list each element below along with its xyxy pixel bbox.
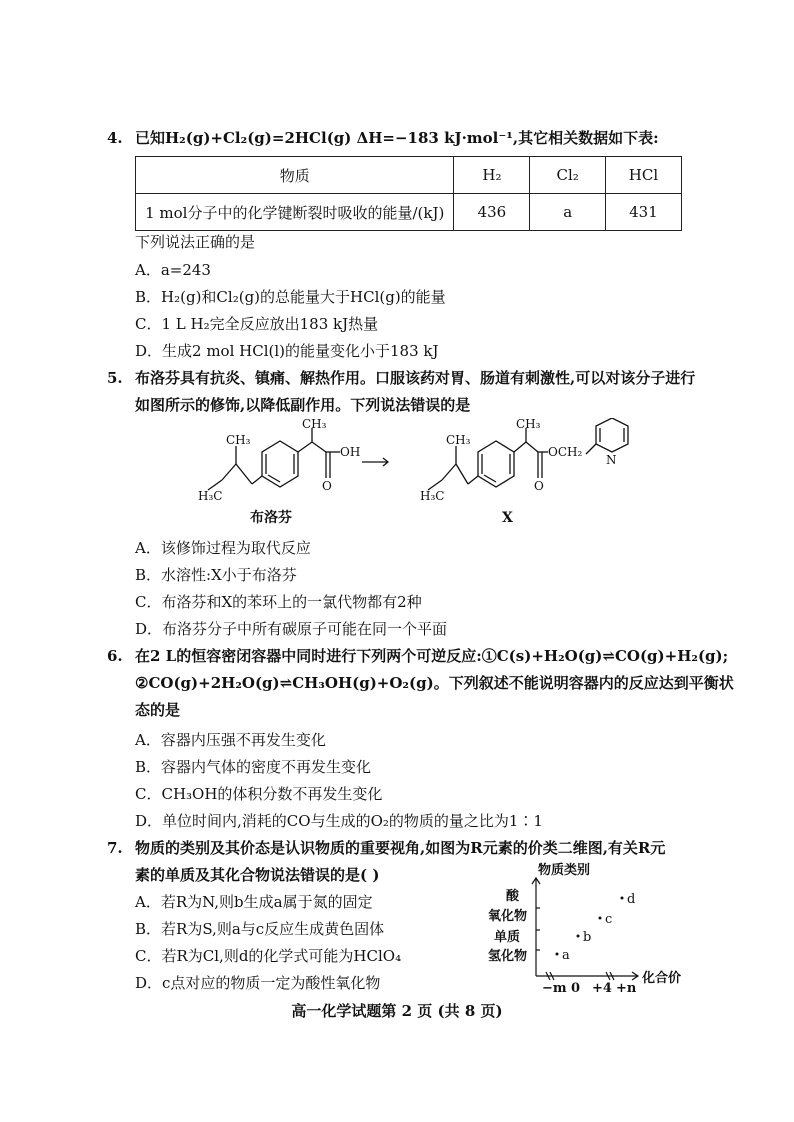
table-header-cell: Cl₂ <box>530 157 606 194</box>
valence-class-diagram <box>480 862 690 994</box>
q7-number: 7. <box>107 839 123 857</box>
q4-number: 4. <box>107 129 123 147</box>
y-category-oxide: 氧化物 <box>488 909 528 924</box>
ch3-top-label: CH₃ <box>516 418 541 431</box>
table-header-cell: 物质 <box>136 157 454 194</box>
q6-option-c: C．CH₃OH的体积分数不再发生变化 <box>135 785 383 803</box>
n-label: N <box>606 453 617 467</box>
x-tick-plus-n: +n <box>616 981 637 994</box>
q5-stem-line1: 布洛芬具有抗炎、镇痛、解热作用。口服该药对胃、肠道有刺激性,可以对该分子进行 <box>135 369 696 387</box>
page-footer: 高一化学试题第 2 页 (共 8 页) <box>291 1002 503 1020</box>
oh-label: OH <box>340 445 361 459</box>
q4-option-c: C．1 L H₂完全反应放出183 kJ热量 <box>135 315 379 333</box>
y-category-hydride: 氢化物 <box>488 949 528 964</box>
q5-option-d: D．布洛芬分子中所有碳原子可能在同一个平面 <box>135 620 448 638</box>
q5-option-a: A．该修饰过程为取代反应 <box>135 539 311 557</box>
energy-table <box>135 156 682 231</box>
ch3-top-label: CH₃ <box>302 418 327 431</box>
y-category-acid: 酸 <box>506 889 520 904</box>
q6-option-b: B．容器内气体的密度不再发生变化 <box>135 758 372 776</box>
table-row <box>136 194 682 231</box>
x-tick-neg-m: −m <box>542 981 567 994</box>
point-b-marker <box>577 935 580 938</box>
ibuprofen-structures <box>180 418 650 528</box>
q4-question: 下列说法正确的是 <box>135 233 256 251</box>
q4-stem: 已知H₂(g)+Cl₂(g)=2HCl(g) ΔH=−183 kJ·mol⁻¹,其它相关数据如下表: <box>135 129 659 147</box>
ch3-side-label: CH₃ <box>226 433 251 447</box>
point-c-marker <box>599 917 602 920</box>
point-d-label: d <box>627 892 636 907</box>
x-tick-zero: 0 <box>571 981 581 994</box>
q6-option-d: D．单位时间内,消耗的CO与生成的O₂的物质的量之比为1∶1 <box>135 812 543 830</box>
table-cell: a <box>530 194 606 231</box>
table-row-label: 1 mol分子中的化学键断裂时吸收的能量/(kJ) <box>136 194 454 231</box>
table-header-cell: HCl <box>605 157 681 194</box>
q7-option-d: D．c点对应的物质一定为酸性氧化物 <box>135 974 381 992</box>
chart-xlabel: 化合价 <box>642 971 682 986</box>
table-cell: 431 <box>605 194 681 231</box>
q7-option-b: B．若R为S,则a与c反应生成黄色固体 <box>135 920 385 938</box>
table-cell: 436 <box>454 194 530 231</box>
h3c-label: H₃C <box>420 489 445 503</box>
table-header-row <box>136 157 682 194</box>
q5-number: 5. <box>107 369 123 387</box>
point-a-label: a <box>562 948 570 963</box>
ch3-side-label: CH₃ <box>446 433 471 447</box>
q7-stem-line1: 物质的类别及其价态是认识物质的重要视角,如图为R元素的价类二维图,有关R元 <box>135 839 666 857</box>
q5-stem-line2: 如图所示的修饰,以降低副作用。下列说法错误的是 <box>135 396 471 414</box>
q7-option-c: C．若R为Cl,则d的化学式可能为HClO₄ <box>135 947 402 965</box>
q4-option-d: D．生成2 mol HCl(l)的能量变化小于183 kJ <box>135 342 439 360</box>
q7-option-a: A．若R为N,则b生成a属于氮的固定 <box>135 893 373 911</box>
q6-stem-line1: 在2 L的恒容密闭容器中同时进行下列两个可逆反应:①C(s)+H₂O(g)⇌CO(g)+H₂(g); <box>135 647 729 665</box>
point-b-label: b <box>583 930 592 945</box>
q6-stem-line2: ②CO(g)+2H₂O(g)⇌CH₃OH(g)+O₂(g)。下列叙述不能说明容器内的反应达到平衡状 <box>135 674 734 692</box>
o-label: O <box>322 479 332 493</box>
q7-stem-line2: 素的单质及其化合物说法错误的是( ) <box>135 866 380 884</box>
point-c-label: c <box>605 912 613 927</box>
q4-option-a: A．a=243 <box>135 261 211 279</box>
o-label: O <box>534 479 544 493</box>
table-header-cell: H₂ <box>454 157 530 194</box>
h3c-label: H₃C <box>198 489 223 503</box>
q4-option-b: B．H₂(g)和Cl₂(g)的总能量大于HCl(g)的能量 <box>135 288 446 306</box>
q6-stem-line3: 态的是 <box>135 701 181 719</box>
x-label: X <box>502 510 513 526</box>
point-a-marker <box>556 953 559 956</box>
q6-option-a: A．容器内压强不再发生变化 <box>135 731 326 749</box>
y-category-element: 单质 <box>494 930 521 945</box>
ibuprofen-label: 布洛芬 <box>250 510 292 526</box>
q5-option-b: B．水溶性:X小于布洛芬 <box>135 566 297 584</box>
x-tick-plus4: +4 <box>592 981 612 994</box>
q6-number: 6. <box>107 647 123 665</box>
och2-label: OCH₂ <box>548 445 583 459</box>
chart-ylabel: 物质类别 <box>538 863 591 878</box>
q5-option-c: C．布洛芬和X的苯环上的一氯代物都有2种 <box>135 593 422 611</box>
point-d-marker <box>621 897 624 900</box>
